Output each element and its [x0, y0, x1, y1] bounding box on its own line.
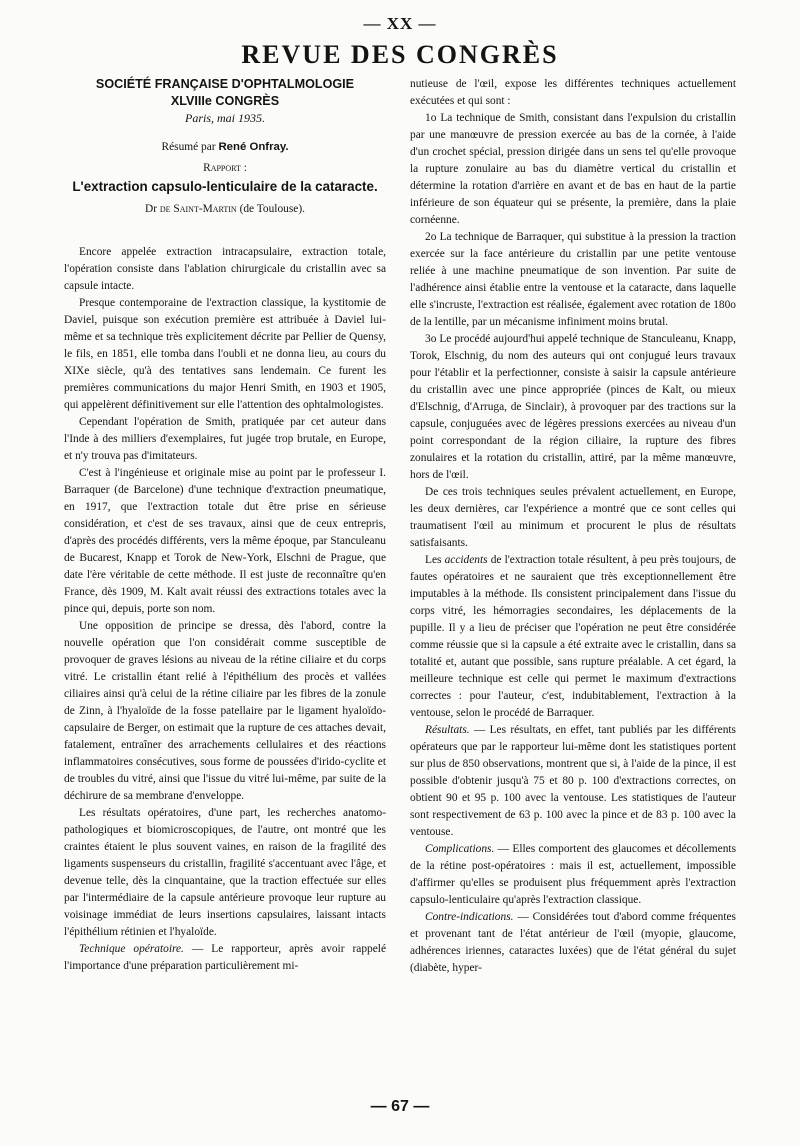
resume-prefix: Résumé par [161, 141, 219, 153]
paragraph: Une opposition de principe se dressa, dès l'abord, contre la nouvelle opération que l'on considérait comme susceptible de provoquer de graves lésions au niveau de la rétine ciliaire et du corps vitré. Le cristallin étant relié à l'épithélium des procès et vallées ciliaires ainsi qu'à celui de la rétine ciliaire par les fibres de la zonule de Zinn, à l'hyaloïde de la fosse patellaire par le ligament hyaloïdo-capsulaire de Berger, on estimait que la rupture de ces attaches devait, fatalement, entraîner des arrachements cellulaires et des réactions inflammatoires consécutives, sous forme de poussées d'irido-cyclite et de troubles du vitré, ainsi que l'issue du vitré lui-même, par suite de la déchirure de sa membrane d'enveloppe. [64, 620, 386, 802]
paragraph-accidents [410, 552, 736, 722]
paragraph: C'est à l'ingénieuse et originale mise au point par le professeur I. Barraquer (de Barcelone) d'une technique d'extraction pneumatique, en 1917, que l'extraction totale dut être prise en sérieuse considération, et c'est de ses travaux, ainsi que de ceux entrepris, d'après des procédés différents, vers la même époque, par Stanculeanu de Bucarest, Knapp et Torok de New-York, Elschni de Prague, que date l'ère véritable de cette méthode. Il est juste de reconnaître qu'en France, dès 1909, M. Kalt avait réussi des extractions totales avec la pince qui, depuis, porte son nom. [64, 467, 386, 615]
place-date: Paris, mai 1935. [184, 111, 265, 125]
accidents-text: de l'extraction totale résultent, à peu près toujours, de fautes opératoires et ne sauraient que très exceptionnellement être imputables à la méthode. Ils consistent principalement dans l'issue du corps vitré, les hémorragies secondaires, les déplacements de la pupille. Il y a lieu de préciser que l'opération ne peut être considérée comme réussie que si la capsule a été extraite avec le cristallin, dans sa totalité et, autant que possible, sans rupture préalable. A cet égard, la meilleure technique est celle qui permet le maximum d'extractions correctes : pour l'auteur, c'est, indubitablement, l'extraction à la ventouse, selon le procédé de Barraquer. [410, 554, 736, 719]
contre-indications-text: — Considérées tout d'abord comme fréquentes et provenant tant de l'état antérieur de l'œil (myopie, glaucome, adhérences iriennes, cataractes luxées) que de l'état général du sujet (diabète, hyper- [410, 911, 736, 974]
resume-author: René Onfray. [218, 141, 289, 153]
paragraph-technique [64, 941, 386, 975]
paragraph: Encore appelée extraction intracapsulaire, extraction totale, l'opération consiste dans l'ablation chirurgicale du cristallin avec sa capsule intacte. [64, 246, 386, 292]
paragraph: 2o La technique de Barraquer, qui substitue à la pression la traction exercée sur la face antérieure du cristallin par une petite ventouse reliée à une machine pneumatique de son invention. Par suite de l'adhérence ainsi établie entre la ventouse et la cataracte, dans laquelle elle s'incruste, l'extraction est réalisée, également avec rotation de 180o de la lentille, par un mécanisme infiniment moins brutal. [410, 231, 736, 328]
right-column [410, 76, 736, 977]
paragraph: Presque contemporaine de l'extraction classique, la kystitomie de Daviel, puisque son exécution première est attribuée à Daviel lui-même et sa technique très explicitement décrite par Pellier de Quensy, le fils, en 1851, elle tomba dans l'oubli et ne donna lieu, au cours du XIXe siècle, qu'à des tentatives sans lendemain. Ce furent les premières communications du major Henri Smith, en 1903 et 1905, qui appelèrent définitivement sur elle l'attention des ophtalmologistes. [64, 297, 386, 411]
rapport-label: Rapport : [203, 162, 247, 174]
resultats-text: — Les résultats, en effet, tant publiés par les différents opérateurs que par le rapporteur lui-même dont les statistiques portent sur plus de 850 observations, montrent que si, à l'aide de la pince, il est possible d'obtenir jusqu'à 75 et 80 p. 100 d'extractions correctes, on obtient 90 et 95 p. 100 avec la ventouse. Les statistiques de l'auteur sont respectivement de 63 p. 100 avec la pince et de 83 p. 100 avec la ventouse. [410, 724, 736, 838]
congress-number: XLVIIIe CONGRÈS [170, 94, 280, 108]
paragraph: Cependant l'opération de Smith, pratiquée par cet auteur dans l'Inde à des milliers d'exemplaires, fut jugée trop brutale, en Europe, et n'y trouva pas d'imitateurs. [64, 416, 386, 462]
contre-indications-label: Contre-indications. [425, 911, 514, 923]
accidents-pre: Les [425, 554, 445, 566]
society-name: SOCIÉTÉ FRANÇAISE D'OPHTALMOLOGIE [95, 77, 355, 91]
complications-text: — Elles comportent des glaucomes et décollements de la rétine post-opératoires : mais il est, actuellement, impossible d'affirmer qu'elles se produisent plus fréquemment après l'extraction capsulo-lenticulaire qu'après l'extraction classique. [410, 843, 736, 906]
resultats-label: Résultats. [425, 724, 470, 736]
author-name: de Saint-Martin [159, 203, 237, 215]
paragraph: 3o Le procédé aujourd'hui appelé technique de Stanculeanu, Knapp, Torok, Elschnig, du nom des auteurs qui ont conjugué leurs travaux pour l'établir et la perfectionner, consiste à saisir la capsule antérieure du cristallin avec une pince appropriée (pinces de Kalt, ou mieux d'Elschnig, d'Arruga, de Sinclair), à provoquer par des tractions sur la capsule, conjuguées avec de légères pressions exercées au niveau d'un point correspondant de la région ciliaire, la rupture des fibres zonulaires et la rotation du cristallin, attiré, par la même manœuvre, hors de l'œil. [410, 333, 736, 481]
running-page-number: — XX — [363, 14, 437, 33]
resume-line [64, 139, 386, 156]
paragraph-complications [410, 841, 736, 909]
author-city: (de Toulouse). [236, 203, 305, 215]
report-author [64, 201, 386, 218]
paragraph-resultats [410, 722, 736, 841]
technique-text: — Le rapporteur, après avoir rappelé l'importance d'une préparation particulièrement mi- [64, 943, 386, 972]
report-title: L'extraction capsulo-lenticulaire de la cataracte. [72, 179, 378, 194]
complications-label: Complications. [425, 843, 495, 855]
paragraph: 1o La technique de Smith, consistant dans l'expulsion du cristallin par une manœuvre de pression exercée au bas de la cornée, à l'aide d'un crochet spécial, pression dirigée dans un sens tel qu'elle provoque la rupture zonulaire au bas du diamètre vertical du cristallin et détermine la rotation d'arrière en avant et de bas en haut de la partie inférieure de son équateur qui se présente, la première, dans la plaie cornéenne. [410, 112, 736, 226]
footer-page-number: — 67 — [370, 1098, 430, 1115]
paragraph: nutieuse de l'œil, expose les différentes techniques actuellement exécutées et qui sont : [410, 78, 736, 107]
paragraph: De ces trois techniques seules prévalent actuellement, en Europe, les deux dernières, car l'expérience a montré que ce sont celles qui traumatisent l'œil au minimum et procurent le plus de résultats satisfaisants. [410, 486, 736, 549]
technique-label: Technique opératoire. [79, 943, 184, 955]
author-prefix: Dr [145, 203, 160, 215]
paragraph: Les résultats opératoires, d'une part, les recherches anatomo-pathologiques et biomicroscopiques, de l'autre, ont montré que les craintes étaient le plus souvent vaines, en raison de la fragilité des ligaments suspenseurs du cristallin, fragilité s'accentuant avec l'âge, et devenue telle, dès la cinquantaine, que la traction effectuée sur elles par l'intermédiaire de la capsule antérieure provoque leur rupture au voisinage immédiat de leurs insertions capsulaires, laissant intacts l'épithélium rétinien et l'hyaloïde. [64, 807, 386, 938]
accidents-label: accidents [444, 554, 488, 566]
left-column [64, 76, 386, 975]
section-title: REVUE DES CONGRÈS [241, 40, 559, 69]
paragraph-contre-indications [410, 909, 736, 977]
